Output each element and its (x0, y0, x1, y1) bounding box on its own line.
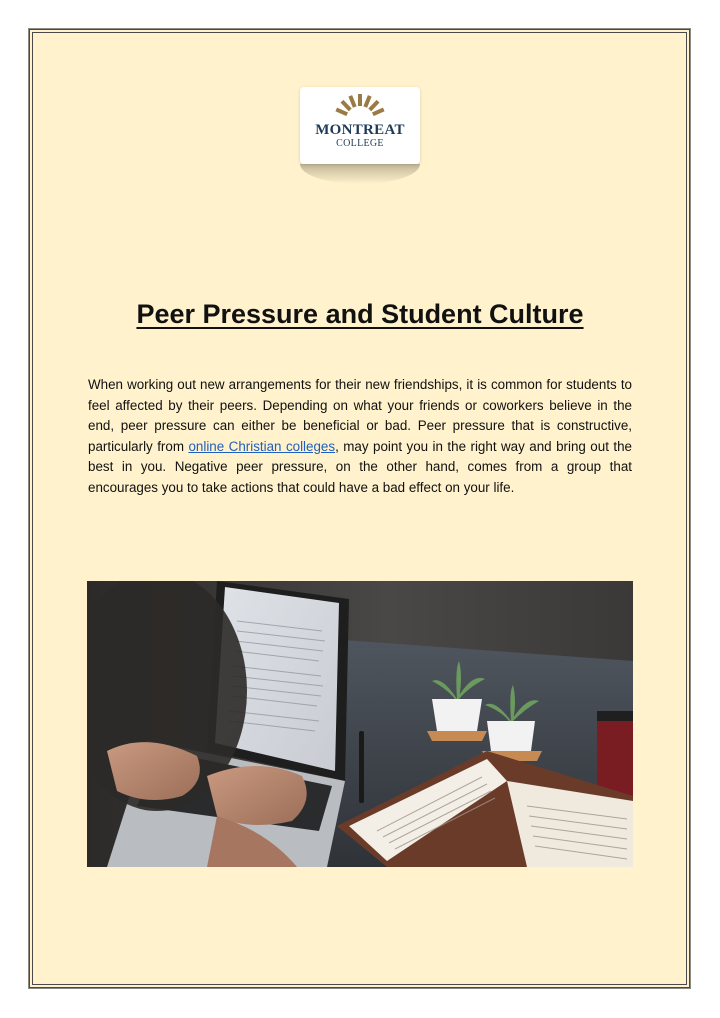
page-title: Peer Pressure and Student Culture (136, 299, 584, 329)
right-hand (207, 766, 307, 825)
pen (359, 731, 364, 803)
laptop-bible-photo (87, 581, 633, 867)
sunrise-arch-icon (334, 94, 386, 122)
paragraph-text-start: When working out new arrangements for their new friendships, it is common for students to feel affected by their peers. Depending on what your friends or coworkers believe in the end, peer pressure can either be beneficial or bad. Peer pressure that is constructive, particularly from (88, 377, 632, 454)
logo-name: MONTREAT (315, 122, 405, 138)
body-paragraph (88, 375, 632, 499)
online-christian-colleges-link[interactable]: online Christian colleges (188, 438, 336, 454)
logo-subname: COLLEGE (336, 138, 384, 149)
paragraph-text-end: , may point you in the right way and bring out the best in you. Negative peer pressure, on the other hand, comes from a group that encourages you to take actions that could have a bad effect on your life. (88, 438, 632, 495)
